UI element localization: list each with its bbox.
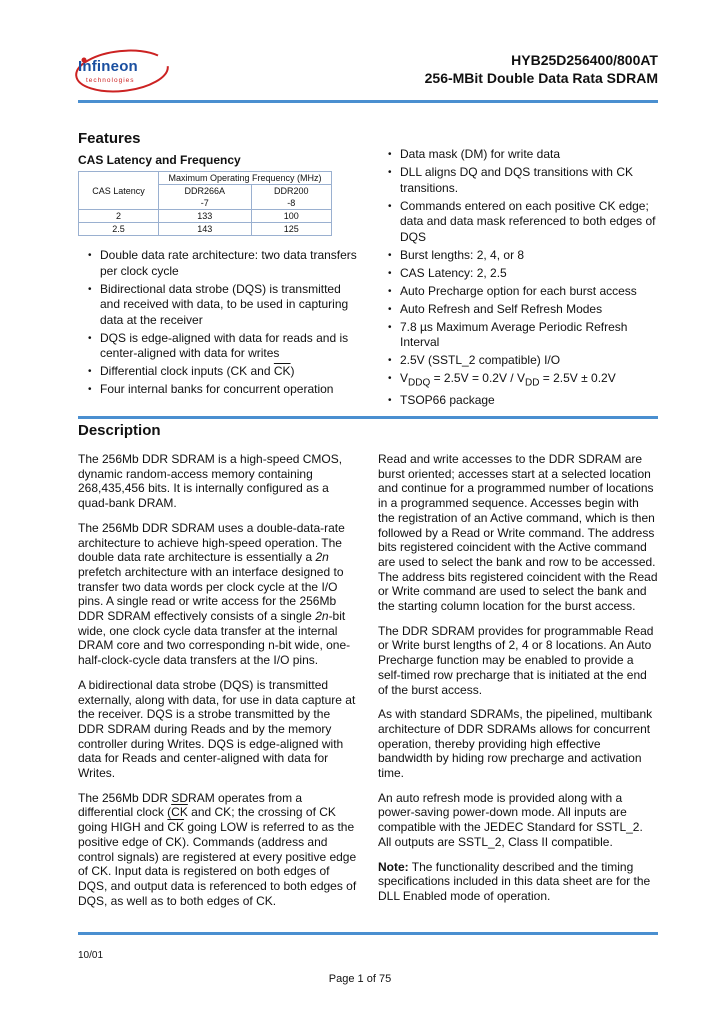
list-item: • 2.5V (SSTL_2 compatible) I/O	[388, 353, 660, 369]
note-paragraph	[378, 860, 658, 904]
description-section-band	[78, 416, 658, 446]
table-cell: 143	[159, 223, 252, 236]
table-row	[79, 223, 332, 236]
footer-rule	[78, 932, 658, 935]
p4-text-a: The 256Mb DDR SDRAM operates from a differential clock (	[78, 790, 303, 820]
features-list-right	[388, 147, 660, 411]
table-header-ddr266a-sub: -7	[200, 198, 209, 208]
vddq-v1: V	[400, 371, 409, 385]
description-column-right	[378, 452, 658, 914]
table-cell: 125	[251, 223, 331, 236]
table-header-ddr200	[251, 185, 331, 210]
list-item: • Four internal banks for concurrent operation	[88, 382, 360, 398]
diffclock-text-b: )	[290, 364, 295, 378]
list-item: • Commands entered on each positive CK edge; data and data mask referenced to both edges of DQS	[388, 199, 660, 246]
paragraph: As with standard SDRAMs, the pipelined, multibank architecture of DDR SDRAMs allows for concurrent operation, thereby providing high effective bandwidth by hiding row precharge and activation time.	[378, 707, 653, 781]
product-title: 256-MBit Double Data Rata SDRAM	[424, 70, 658, 86]
p4-ck2: $\overline{CK}$	[167, 820, 185, 835]
table-header-cas: CAS Latency	[79, 172, 159, 210]
list-item: • Data mask (DM) for write data	[388, 147, 660, 163]
p2-text-b: prefetch architecture with an interface designed to transfer two data words per clock cycle at the I/O pins. A single read or write access for the 256Mb DDR SDRAM effectively consists of a single	[78, 564, 344, 624]
paragraph: Read and write accesses to the DDR SDRAM are burst oriented; accesses start at a selected location and continue for a programmed number of locations in a programmed sequence. Accesses begin with the registration of an Active command, which is then followed by a Read or Write command. The address bits registered coincident with the Active command are used to select the bank and row to be accessed. The address bits registered coincident with the Read or Write command are used to select the bank and the starting column location for the burst access.	[378, 452, 658, 614]
cas-latency-heading: CAS Latency and Frequency	[78, 153, 241, 167]
list-item: • Burst lengths: 2, 4, or 8	[388, 248, 660, 264]
p4-text-b: and CK; the crossing of CK going HIGH and	[78, 805, 336, 835]
table-header-ddr266a-label: DDR266A	[184, 186, 226, 196]
paragraph: A bidirectional data strobe (DQS) is transmitted externally, along with data, for use in data capture at the receiver. DQS is a strobe transmitted by the DDR SDRAM during Reads and by the memory controller during Writes. DQS is edge-aligned with data for Reads and center-aligned with data for Writes.	[78, 677, 356, 781]
cas-frequency-table	[78, 171, 332, 236]
table-header-ddr200-label: DDR200	[274, 186, 309, 196]
list-item: • DLL aligns DQ and DQS transitions with CK transitions.	[388, 165, 660, 196]
list-item: • TSOP66 package	[388, 393, 660, 409]
p2-em1: 2n	[315, 550, 329, 565]
diffclock-text-a: Differential clock inputs (CK and	[100, 364, 274, 378]
description-column-left	[78, 452, 358, 918]
list-item: • CAS Latency: 2, 2.5	[388, 266, 660, 282]
note-label: Note:	[378, 859, 409, 874]
list-item: • Auto Refresh and Self Refresh Modes	[388, 302, 660, 318]
note-text: The functionality described and the timing specifications included in this data sheet are for the DLL Enabled mode of operation.	[378, 859, 651, 903]
p2-text-a: The 256Mb DDR SDRAM uses a double-data-rate architecture to achieve high-speed operation. The double data rate architecture is essentially a	[78, 520, 345, 565]
list-item: • Double data rate architecture: two data transfers per clock cycle	[88, 248, 360, 279]
paragraph: An auto refresh mode is provided along with a power-saving power-down mode. All inputs are compatible with the JEDEC Standard for SSTL_2. All outputs are SSTL_2, Class II compatible.	[378, 790, 643, 849]
list-item: • DQS is edge-aligned with data for reads and is center-aligned with data for writes	[88, 331, 360, 362]
table-header-ddr200-sub: -8	[287, 198, 296, 208]
header-rule	[78, 100, 658, 103]
list-item: • Auto Precharge option for each burst access	[388, 284, 660, 300]
list-item: • 7.8 µs Maximum Average Periodic Refresh Interval	[388, 320, 660, 351]
logo-tagline: technologies	[86, 77, 135, 84]
table-header-ddr266a	[159, 185, 252, 210]
vddq-end: = 2.5V ± 0.2V	[539, 371, 616, 385]
table-row	[79, 210, 332, 223]
p2-text-c: -bit wide, one clock cycle data transfer at the internal DRAM core and two corresponding n-bit wide, one-half-clock-cycle data transfers at the I/O pins.	[78, 609, 351, 668]
list-item: • Bidirectional data strobe (DQS) is transmitted and received with data, to be used in capturing data at the receiver	[88, 282, 360, 329]
description-rule	[78, 416, 658, 419]
list-item-vddq	[388, 371, 660, 391]
ck-bar: $\overline{CK}$	[273, 364, 291, 378]
description-heading: Description	[78, 422, 161, 439]
features-list-left	[88, 248, 360, 400]
paragraph: The DDR SDRAM provides for programmable Read or Write burst lengths of 2, 4 or 8 locations. An Auto Precharge function may be enabled to provide a self-timed row precharge that is initiated at the end of the burst access.	[378, 623, 654, 697]
features-heading: Features	[78, 130, 141, 147]
table-cell: 100	[251, 210, 331, 223]
p2-em2: 2n	[315, 609, 329, 624]
p4-ck1: $\overline{CK}$	[171, 805, 188, 820]
vddq-sub1: DDQ	[408, 377, 431, 389]
list-item-diff-clock	[88, 364, 360, 380]
table-cell: 2	[79, 210, 159, 223]
vddq-mid: = 2.5V = 0.2V / V	[430, 371, 525, 385]
p4-text-c: going LOW is referred to as the positive edge of CK). Commands (address and control signals) are registered at every positive edge of CK. Input data is registered on both edges of DQS, and output data is referenced to both edges of DQS, as well as to both edges of CK.	[78, 820, 357, 908]
logo-wordmark: Infineon	[78, 58, 138, 75]
page-number: Page 1 of 75	[328, 973, 392, 985]
paragraph-2n	[78, 521, 358, 668]
table-cell: 133	[159, 210, 252, 223]
paragraph: The 256Mb DDR SDRAM is a high-speed CMOS, dynamic random-access memory containing 268,435,456 bits. It is internally configured as a quad-bank DRAM.	[78, 452, 343, 511]
vddq-sub2: DD	[524, 377, 540, 389]
table-header-row	[79, 172, 332, 185]
footer-date: 10/01	[78, 950, 104, 961]
table-header-group: Maximum Operating Frequency (MHz)	[159, 172, 332, 185]
table-cell: 2.5	[79, 223, 159, 236]
part-number: HYB25D256400/800AT	[511, 52, 658, 68]
paragraph-clock	[78, 791, 358, 909]
